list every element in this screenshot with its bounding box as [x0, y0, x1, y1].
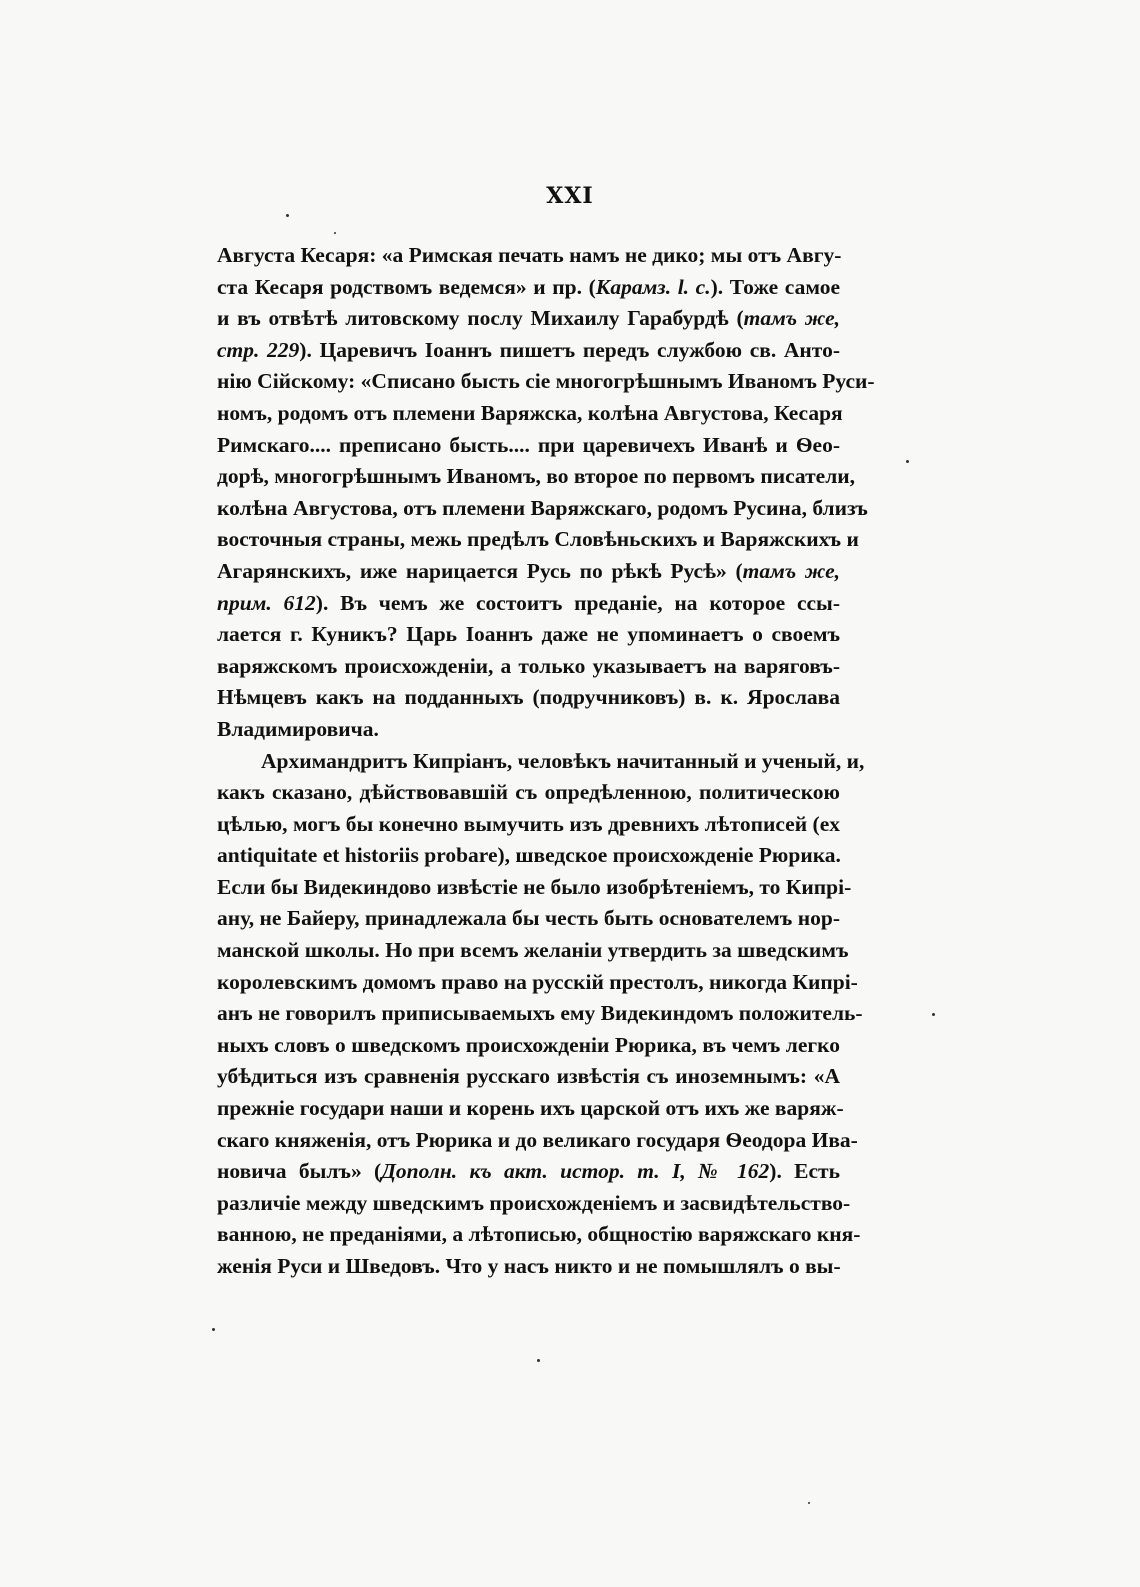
text-line [217, 398, 843, 430]
text-line [217, 1156, 840, 1188]
paragraph [217, 746, 865, 1283]
body-text [217, 240, 875, 1283]
text-line [217, 998, 863, 1030]
text-run: ). Царевичъ Іоаннъ пишетъ передъ службою св. Анто- [299, 337, 840, 362]
text-run: убѣдиться изъ сравненія русскаго извѣстія съ иноземнымъ: «А [217, 1064, 840, 1089]
text-run: манской школы. Но при всемъ желаніи утвердить за шведскимъ [217, 938, 849, 963]
page-number: XXI [546, 183, 594, 209]
italic-citation: прим. 612 [217, 590, 316, 615]
text-run: королевскимъ домомъ право на русскій престолъ, никогда Кипрі- [217, 969, 858, 994]
text-run: варяжскомъ происхожденіи, а только указываетъ на варяговъ- [217, 653, 840, 678]
text-run: Архимандритъ Кипріанъ, человѣкъ начитанный и ученый, и, [261, 748, 865, 773]
text-run: ныхъ словъ о шведскомъ происхожденіи Рюрика, въ чемъ легко [217, 1032, 840, 1057]
text-line [217, 1125, 858, 1157]
text-line [217, 651, 840, 683]
text-run: Если бы Видекиндово извѣстіе не было изобрѣтеніемъ, то Кипрі- [217, 874, 852, 899]
text-line [217, 903, 840, 935]
text-line [217, 335, 840, 367]
paper-speck [537, 1359, 540, 1362]
text-run: Августа Кесаря: «а Римская печать намъ не дико; мы отъ Авгу- [217, 243, 842, 267]
text-line [217, 777, 840, 809]
text-run: antiquitate et historiis probare), шведское происхожденіе Рюрика. [217, 843, 841, 868]
text-run: лается г. Куникъ? Царь Іоаннъ даже не упоминаетъ о своемъ [217, 622, 840, 647]
text-line [217, 524, 859, 556]
italic-citation: Карамз. l. c. [595, 274, 711, 299]
text-run: цѣлью, могъ бы конечно вымучить изъ древнихъ лѣтописей (ex [217, 811, 840, 836]
text-run: ванною, не преданіями, а лѣтописью, общностію варяжскаго кня- [217, 1222, 861, 1247]
text-line [217, 935, 849, 967]
text-run: и въ отвѣтѣ литовскому послу Михаилу Гарабурдѣ ( [217, 306, 744, 331]
paper-speck [808, 1502, 810, 1504]
text-line [217, 240, 840, 272]
text-line [217, 840, 840, 872]
text-run: анъ не говорилъ приписываемыхъ ему Видекиндомъ положитель- [217, 1001, 863, 1026]
text-line [217, 493, 868, 525]
text-line [217, 1093, 844, 1125]
paper-speck [212, 1328, 215, 1331]
text-line [217, 967, 858, 999]
text-run: ста Кесаря родствомъ ведемся» и пр. ( [217, 274, 596, 299]
text-line [217, 588, 840, 620]
text-line [217, 1219, 861, 1251]
text-run: прежніе государи наши и корень ихъ царской отъ ихъ же варяж- [217, 1096, 844, 1121]
text-run: дорѣ, многогрѣшнымъ Иваномъ, во второе по первомъ писатели, [217, 464, 856, 489]
text-run: Владимировича. [217, 716, 379, 741]
text-run: скаго княженія, отъ Рюрика и до великаго государя Ѳеодора Ива- [217, 1127, 858, 1152]
italic-citation: тамъ же, [743, 306, 840, 331]
text-run: нію Сійскому: «Списано бысть сіе многогрѣшнымъ Иваномъ Руси- [217, 369, 875, 394]
text-line [217, 461, 856, 493]
text-line [217, 1188, 851, 1220]
text-line [217, 556, 840, 588]
text-run: Римскаго.... преписано бысть.... при царевичехъ Иванѣ и Ѳео- [217, 432, 840, 457]
paragraph [217, 240, 875, 746]
text-line [217, 430, 840, 462]
text-line [217, 1251, 840, 1283]
text-line [217, 809, 840, 841]
paper-speck [932, 1013, 935, 1016]
text-run: ану, не Байеру, принадлежала бы честь быть основателемъ нор- [217, 906, 840, 931]
italic-citation: тамъ же, [742, 558, 840, 583]
text-run: ). Тоже самое [710, 274, 841, 299]
text-run: женія Руси и Шведовъ. Что у насъ никто и не помышлялъ о вы- [217, 1254, 841, 1278]
text-line [217, 1061, 840, 1093]
text-line [217, 366, 875, 398]
text-run: номъ, родомъ отъ племени Варяжска, колѣна Августова, Кесаря [217, 400, 843, 425]
text-line [217, 872, 852, 904]
text-run: восточныя страны, межь предѣлъ Словѣньскихъ и Варяжскихъ и [217, 527, 859, 552]
text-run: какъ сказано, дѣйствовавшій съ опредѣленною, политическою [217, 780, 840, 805]
text-run: ). Есть [769, 1159, 840, 1184]
text-line [217, 619, 840, 651]
italic-citation: Дополн. къ акт. истор. т. I, № 162 [381, 1159, 770, 1184]
paper-speck [286, 214, 289, 217]
text-run: Агарянскихъ, иже нарицается Русь по рѣкѣ Русѣ» ( [217, 558, 743, 583]
text-line [217, 682, 840, 714]
italic-citation: стр. 229 [217, 337, 300, 362]
text-line [217, 746, 865, 778]
text-line [217, 272, 840, 304]
text-run: новича былъ» ( [217, 1159, 382, 1184]
text-line [217, 1030, 840, 1062]
text-line [217, 714, 840, 746]
paper-speck [334, 232, 336, 234]
text-run: различіе между шведскимъ происхожденіемъ и засвидѣтельство- [217, 1190, 851, 1215]
paper-speck [906, 460, 909, 463]
text-run: колѣна Августова, отъ племени Варяжскаго, родомъ Русина, близъ [217, 495, 868, 520]
text-line [217, 303, 840, 335]
text-run: Нѣмцевъ какъ на подданныхъ (подручниковъ) в. к. Ярослава [217, 685, 840, 710]
text-run: ). Въ чемъ же состоитъ преданіе, на которое ссы- [315, 590, 840, 615]
